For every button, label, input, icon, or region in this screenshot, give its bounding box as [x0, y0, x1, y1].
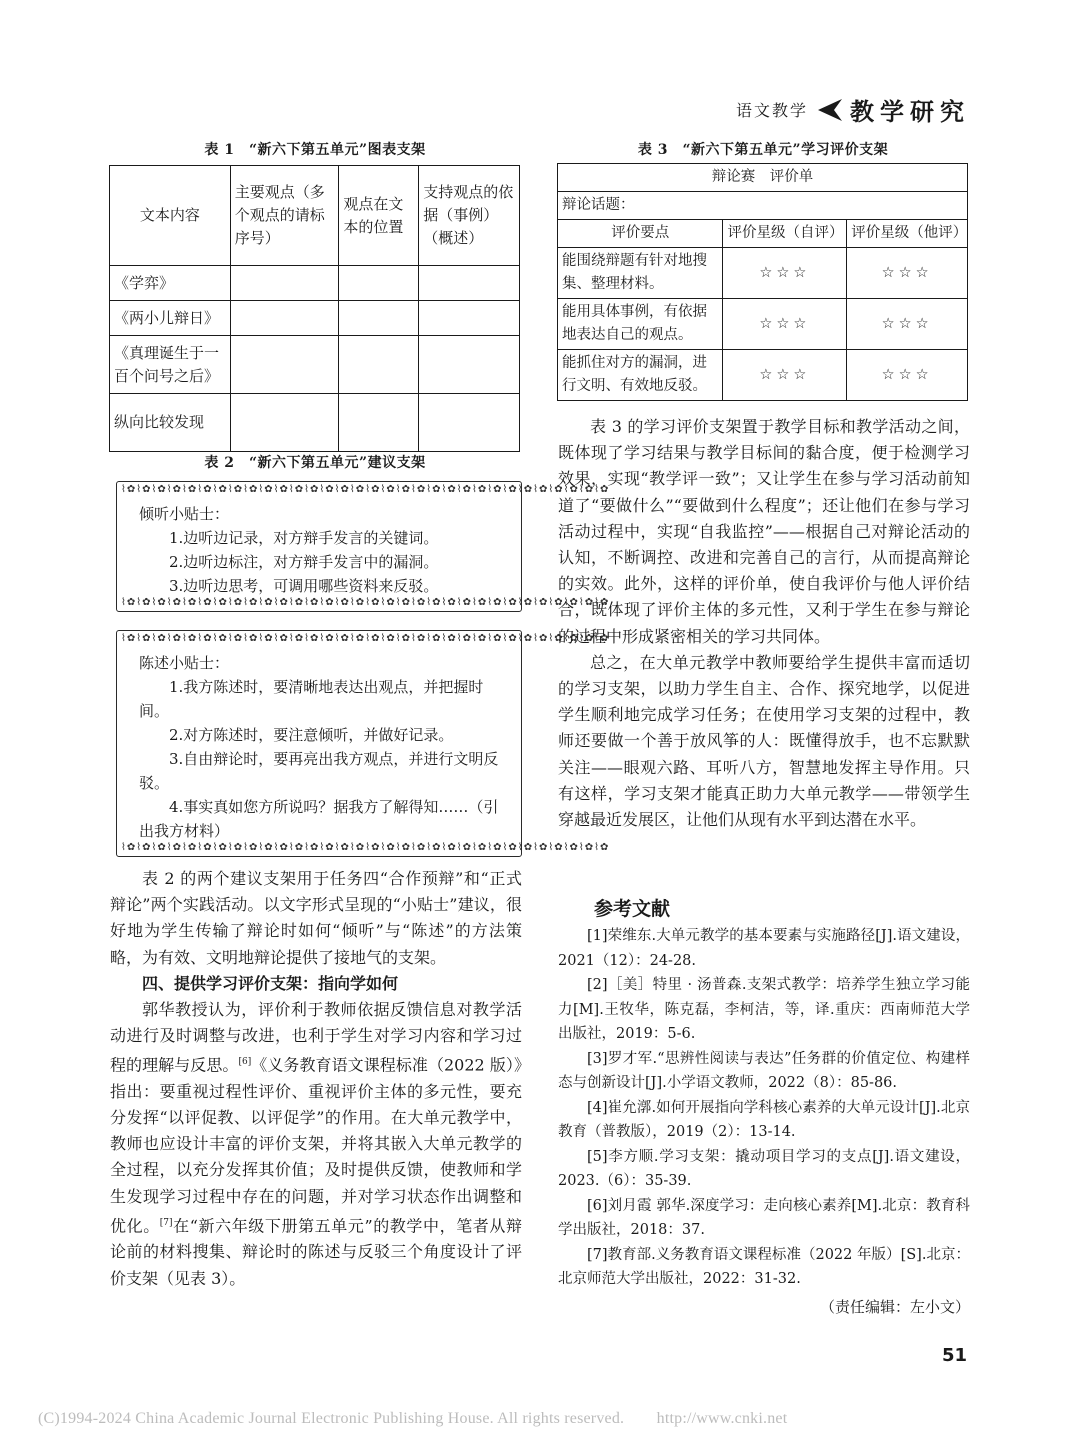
evaluation-point: 能围绕辩题有针对地搜集、整理材料。 — [558, 248, 723, 299]
tip-item: 2.对方陈述时，要注意倾听，并做好记录。 — [169, 726, 454, 744]
section-heading: 四、提供学习评价支架：指向学如何 — [142, 973, 399, 993]
reference-item: [7]教育部.义务教育语文课程标准（2022 年版）[S].北京：北京师范大学出版社，2022：31-32. — [558, 1246, 970, 1287]
references-list — [558, 924, 970, 1292]
debate-topic-label: 辩论话题： — [558, 192, 968, 220]
table3-header: 评价星级（自评） — [723, 220, 847, 248]
tip-item: 3.自由辩论时，要再亮出我方观点，并进行文明反驳。 — [139, 750, 499, 792]
table3-header: 评价星级（他评） — [847, 220, 968, 248]
reference-item: [6]刘月霞 郭华.深度学习：走向核心素养[M].北京：教育科学出版社，2018：37. — [558, 1197, 970, 1238]
tip-title: 倾听小贴士： — [139, 505, 230, 523]
reference-item: [4]崔允漷.如何开展指向学科核心素养的大单元设计[J].北京教育（普教版），2019（2）：13-14. — [558, 1099, 970, 1140]
references-title: 参考文献 — [594, 898, 671, 920]
table1-caption: 表 1 “新六下第五单元”图表支架 — [204, 142, 426, 158]
border-decoration: ⌇✿⌇✿⌇✿⌇✿⌇✿⌇✿⌇✿⌇✿⌇✿⌇✿⌇✿⌇✿⌇✿⌇✿⌇✿⌇✿⌇✿⌇✿⌇✿⌇✿⌇✿⌇✿⌇✿⌇✿⌇✿⌇✿⌇✿⌇✿⌇✿⌇✿⌇✿⌇✿ — [121, 484, 610, 495]
table1-header: 支持观点的依据（事例）（概述） — [419, 166, 520, 266]
body-paragraph: 郭华教授认为，评价利于教师依据反馈信息对教学活动进行及时调整与改进，也利于学生对学习内容和学习过程的理解与反思。[6]《义务教育语文课程标准（2022 版）》指出：要重视过程性评价、重视评价主体的多元性，要充分发挥“以评促教、以评促学”的作用。在大单元教学中，教师也应设计丰富的评价支架，并将其嵌入大单元教学的全过程，以充分发挥其价值；及时提供反馈，使教师和学生发现学习过程中存在的问题，并对学习状态作出调整和优化。[7]在“新六年级下册第五单元”的教学中，笔者从辩论前的材料搜集、辩论时的陈述与反驳三个角度设计了评价支架（见表 3）。 — [110, 999, 522, 1288]
table2-caption: 表 2 “新六下第五单元”建议支架 — [204, 455, 426, 471]
border-decoration: ⌇✿⌇✿⌇✿⌇✿⌇✿⌇✿⌇✿⌇✿⌇✿⌇✿⌇✿⌇✿⌇✿⌇✿⌇✿⌇✿⌇✿⌇✿⌇✿⌇✿⌇✿⌇✿⌇✿⌇✿⌇✿⌇✿⌇✿⌇✿⌇✿⌇✿⌇✿⌇✿ — [121, 597, 610, 608]
tip-item: 1.边听边记录，对方辩手发言的关键词。 — [169, 529, 439, 547]
page-number: 51 — [942, 1345, 968, 1366]
self-rating-stars: ☆☆☆ — [723, 299, 847, 350]
self-rating-stars: ☆☆☆ — [723, 350, 847, 401]
table1-row-label: 纵向比较发现 — [110, 394, 231, 452]
reference-item: [1]荣维东.大单元教学的基本要素与实施路径[J].语文建设，2021（12）：24-28. — [558, 928, 970, 969]
right-column-text — [558, 414, 970, 833]
table3-caption: 表 3 “新六下第五单元”学习评价支架 — [637, 142, 889, 158]
tip-item: 1.我方陈述时，要清晰地表达出观点，并把握时间。 — [139, 678, 484, 720]
tip-item: 4.事实真如您方所说吗？据我方了解得知……（引出我方材料） — [139, 798, 499, 840]
citation-mark: [7] — [159, 1217, 173, 1228]
section-title: 教学研究 — [850, 97, 970, 126]
table3 — [557, 163, 968, 401]
citation-mark: [6] — [238, 1057, 252, 1068]
table1 — [109, 165, 520, 452]
evaluation-form-title: 辩论赛 评价单 — [558, 164, 968, 192]
body-paragraph: 表 3 的学习评价支架置于教学目标和教学活动之间，既体现了学习结果与教学目标间的黏合度，便于检测学习效果，实现“教学评一致”；又让学生在参与学习活动前知道了“要做什么”“要做到什么程度”；还让他们在参与学习活动过程中，实现“自我监控”——根据自己对辩论活动的认知，不断调控、改进和完善自己的言行，从而提高辩论的实效。此外，这样的评价单，使自我评价与他人评价结合，既体现了评价主体的多元性，又利于学生在参与辩论的过程中形成紧密相关的学习共同体。 — [558, 417, 970, 646]
tip-title: 陈述小贴士： — [139, 654, 230, 672]
statement-tips-box — [116, 630, 610, 857]
reference-item: [5]李方顺.学习支架：撬动项目学习的支点[J].语文建设，2023.（6）：35-39. — [558, 1148, 970, 1189]
table1-header: 观点在文本的位置 — [339, 166, 419, 266]
peer-rating-stars: ☆☆☆ — [847, 299, 968, 350]
table1-row-label: 《两小儿辩日》 — [110, 301, 231, 336]
responsible-editor: （责任编辑：左小文） — [819, 1298, 970, 1316]
table1-row-label: 《学弈》 — [110, 266, 231, 301]
left-column-text — [110, 866, 522, 1292]
journal-name: 语文教学 — [735, 101, 808, 120]
table1-header: 文本内容 — [110, 166, 231, 266]
reference-item: [3]罗才军.“思辨性阅读与表达”任务群的价值定位、构建样态与创新设计[J].小学语文教师，2022（8）：85-86. — [558, 1050, 970, 1091]
border-decoration: ⌇✿⌇✿⌇✿⌇✿⌇✿⌇✿⌇✿⌇✿⌇✿⌇✿⌇✿⌇✿⌇✿⌇✿⌇✿⌇✿⌇✿⌇✿⌇✿⌇✿⌇✿⌇✿⌇✿⌇✿⌇✿⌇✿⌇✿⌇✿⌇✿⌇✿⌇✿⌇✿ — [121, 842, 610, 853]
listening-tips-box — [116, 481, 610, 612]
reference-item: [2]［美］特里 · 汤普森.支架式教学：培养学生独立学习能力[M].王牧华，陈克磊，李柯洁，等，译.重庆：西南师范大学出版社，2019：5-6. — [558, 977, 970, 1042]
body-paragraph: 表 2 的两个建议支架用于任务四“合作预辩”和“正式辩论”两个实践活动。以文字形式呈现的“小贴士”建议，很好地为学生传输了辩论时如何“倾听”与“陈述”的方法策略，为有效、文明地辩论提供了接地气的支架。 — [110, 869, 522, 967]
tip-item: 3.边听边思考，可调用哪些资料来反驳。 — [169, 577, 439, 595]
tip-item: 2.边听边标注，对方辩手发言中的漏洞。 — [169, 553, 439, 571]
peer-rating-stars: ☆☆☆ — [847, 350, 968, 401]
copyright-notice: (C)1994-2024 China Academic Journal Electronic Publishing House. All rights reserved. http://www.cnki.net — [38, 1410, 788, 1427]
evaluation-point: 能用具体事例，有依据地表达自己的观点。 — [558, 299, 723, 350]
arrow-icon — [814, 97, 844, 123]
peer-rating-stars: ☆☆☆ — [847, 248, 968, 299]
body-paragraph: 总之，在大单元教学中教师要给学生提供丰富而适切的学习支架，以助力学生自主、合作、探究地学，以促进学生顺利地完成学习任务；在使用学习支架的过程中，教师还要做一个善于放风筝的人：既懂得放手，也不忘默默关注——眼观六路、耳听八方，智慧地发挥主导作用。只有这样，学习支架才能真正助力大单元教学——带领学生穿越最近发展区，让他们从现有水平到达潜在水平。 — [558, 652, 970, 830]
journal-header — [736, 92, 970, 127]
border-decoration: ⌇✿⌇✿⌇✿⌇✿⌇✿⌇✿⌇✿⌇✿⌇✿⌇✿⌇✿⌇✿⌇✿⌇✿⌇✿⌇✿⌇✿⌇✿⌇✿⌇✿⌇✿⌇✿⌇✿⌇✿⌇✿⌇✿⌇✿⌇✿⌇✿⌇✿⌇✿⌇✿ — [121, 633, 610, 644]
table1-row-label: 《真理诞生于一百个问号之后》 — [110, 336, 231, 394]
table1-header: 主要观点（多个观点的请标序号） — [230, 166, 339, 266]
evaluation-point: 能抓住对方的漏洞，进行文明、有效地反驳。 — [558, 350, 723, 401]
self-rating-stars: ☆☆☆ — [723, 248, 847, 299]
table3-header: 评价要点 — [558, 220, 723, 248]
